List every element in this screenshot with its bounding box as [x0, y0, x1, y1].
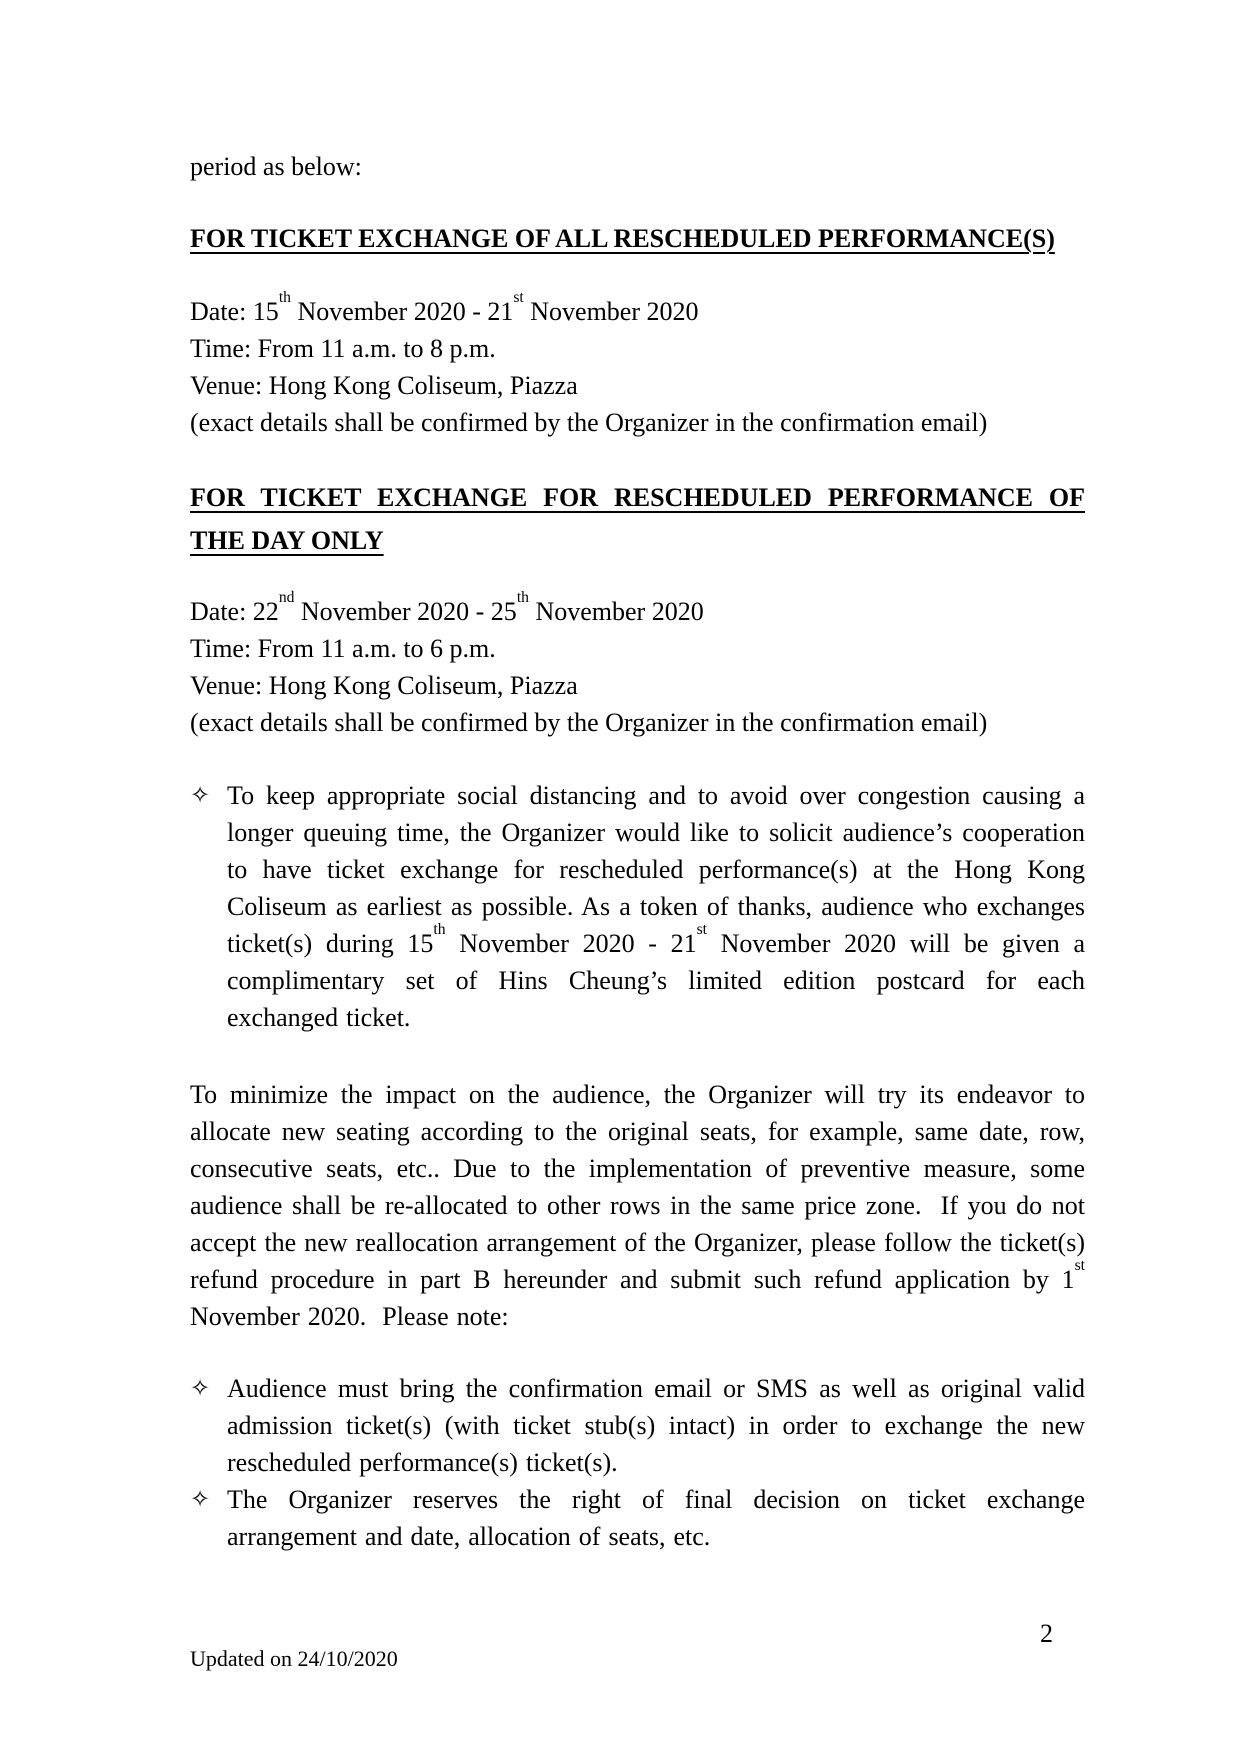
date-segment: Date: 22 — [190, 597, 279, 626]
section-day-heading-text2: THE DAY ONLY — [190, 526, 384, 555]
section-all-note-line: (exact details shall be confirmed by the Organizer in the confirmation email) — [190, 408, 988, 437]
page-number: 2 — [1040, 1619, 1053, 1648]
bullet-final-decision — [190, 1481, 1085, 1555]
date-segment: Date: 15 — [190, 297, 279, 326]
ordinal-superscript: st — [696, 920, 707, 938]
date-segment: November 2020 - 25 — [294, 597, 517, 626]
section-all-heading-text: FOR TICKET EXCHANGE OF ALL RESCHEDULED PERFORMANCE(S) — [190, 224, 1055, 253]
bullet-social-distancing-text — [227, 777, 1085, 1036]
diamond-bullet-icon: ✧ — [190, 781, 211, 809]
bullet-social-distancing — [190, 777, 1085, 1036]
ordinal-superscript: th — [433, 920, 446, 938]
text-segment: November 2020 will be given a complimentary set of Hins Cheung’s limited edition postcard for each exchanged ticket. — [227, 929, 1085, 1032]
bullet-bring-confirmation-text: Audience must bring the confirmation email or SMS as well as original valid admission ticket(s) (with ticket stub(s) intact) in order to exchange the new rescheduled performance(s) ticket(s). — [227, 1374, 1085, 1477]
diamond-bullet-icon: ✧ — [190, 1485, 211, 1513]
section-all-heading — [190, 220, 1085, 257]
date-segment: November 2020 - 21 — [290, 297, 514, 326]
section-day-time-line: Time: From 11 a.m. to 6 p.m. — [190, 634, 496, 663]
text-segment: To minimize the impact on the audience, the Organizer will try its endeavor to allocate new seating according to the original seats, for example, same date, row, consecutive seats, etc.. Due to the implementation of preventive measure, some audience shall be re-allocated to other rows in the same price zone. If you do not accept the new reallocation arrangement of the Organizer, please follow the ticket(s) refund procedure in part B hereunder and submit such refund application by 1 — [190, 1080, 1085, 1294]
text-segment: To keep appropriate social distancing and to avoid over congestion causing a longer queuing time, the Organizer would like to solicit audience’s cooperation to have ticket exchange for rescheduled performance(s) at the Hong Kong Coliseum as earliest as possible. As a token of thanks, audience who exchanges ticket(s) during 15 — [227, 781, 1085, 958]
document-content — [190, 148, 1085, 1555]
section-day-heading — [190, 476, 1085, 562]
diamond-bullet-icon: ✧ — [190, 1374, 211, 1402]
reallocation-paragraph — [190, 1076, 1085, 1335]
date-segment: November 2020 — [523, 297, 699, 326]
section-day-date-line — [190, 588, 1085, 630]
text-segment: November 2020 - 21 — [445, 929, 697, 958]
section-all-venue-line: Venue: Hong Kong Coliseum, Piazza — [190, 371, 578, 400]
section-day-venue-line: Venue: Hong Kong Coliseum, Piazza — [190, 671, 578, 700]
bullet-final-decision-text: The Organizer reserves the right of final decision on ticket exchange arrangement and date, allocation of seats, etc. — [227, 1485, 1085, 1551]
section-day-heading-line1 — [190, 476, 1085, 519]
ordinal-superscript: th — [516, 588, 529, 606]
ordinal-superscript: st — [513, 288, 524, 306]
section-day-heading-line2 — [190, 519, 1085, 562]
footer-updated-date: Updated on 24/10/2020 — [190, 1646, 398, 1671]
section-all-details — [190, 288, 1085, 441]
section-day-details — [190, 588, 1085, 741]
section-all-time-line: Time: From 11 a.m. to 8 p.m. — [190, 334, 496, 363]
ordinal-superscript: th — [278, 288, 291, 306]
section-day-note-line: (exact details shall be confirmed by the Organizer in the confirmation email) — [190, 708, 988, 737]
ordinal-superscript: nd — [278, 588, 295, 606]
section-day-heading-text1: FOR TICKET EXCHANGE FOR RESCHEDULED PERFORMANCE OF — [190, 483, 1085, 512]
ordinal-superscript: st — [1074, 1256, 1085, 1274]
intro-text: period as below: — [190, 152, 362, 181]
bullet-bring-confirmation — [190, 1370, 1085, 1481]
section-all-date-line — [190, 288, 1085, 330]
date-segment: November 2020 — [528, 597, 704, 626]
text-segment: November 2020. Please note: — [190, 1302, 509, 1331]
